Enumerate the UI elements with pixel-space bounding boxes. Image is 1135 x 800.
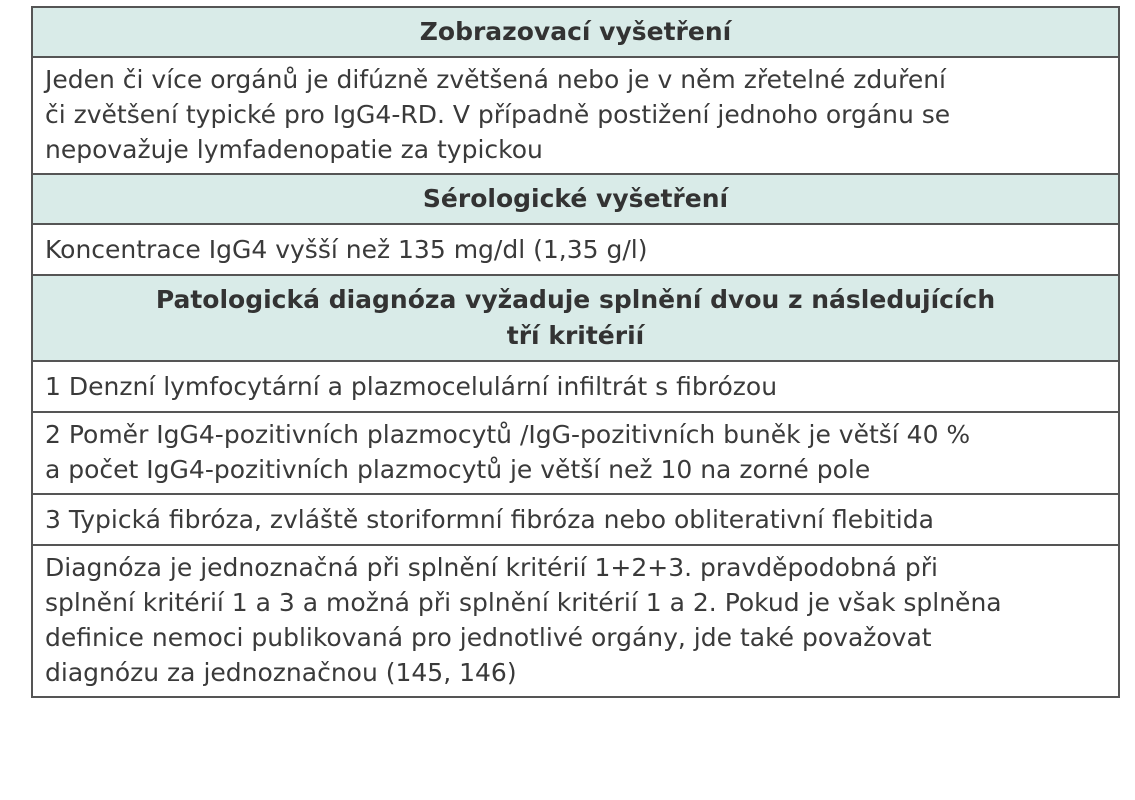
header-line: Zobrazovací vyšetření <box>419 17 732 46</box>
header-line: tří kritérií <box>506 321 645 350</box>
text-line: či zvětšení typické pro IgG4-RD. V případně postižení jednoho orgánu se <box>45 100 951 129</box>
text-line: Jeden či více orgánů je difúzně zvětšená nebo je v něm zřetelné zduření <box>45 65 947 94</box>
section-header-serology <box>33 173 1118 223</box>
imaging-criteria-cell <box>33 56 1118 173</box>
pathology-criterion-3 <box>33 493 1118 544</box>
pathology-criterion-2 <box>33 411 1118 493</box>
text-line: nepovažuje lymfadenopatie za typickou <box>45 135 543 164</box>
text-line: 1 Denzní lymfocytární a plazmocelulární infiltrát s fibrózou <box>45 372 778 401</box>
text-line: Diagnóza je jednoznačná při splnění kritérií 1+2+3. pravděpodobná při <box>45 553 938 582</box>
text-line: splnění kritérií 1 a 3 a možná při splnění kritérií 1 a 2. Pokud je však splněna <box>45 588 1002 617</box>
pathology-criterion-1 <box>33 360 1118 411</box>
text-line: Koncentrace IgG4 vyšší než 135 mg/dl (1,35 g/l) <box>45 235 648 264</box>
text-line: 3 Typická fibróza, zvláště storiformní fibróza nebo obliterativní flebitida <box>45 505 934 534</box>
text-line: 2 Poměr IgG4-pozitivních plazmocytů /IgG-pozitivních buněk je větší 40 % <box>45 420 971 449</box>
text-line: a počet IgG4-pozitivních plazmocytů je větší než 10 na zorné pole <box>45 455 871 484</box>
header-line: Patologická diagnóza vyžaduje splnění dvou z následujících <box>155 285 996 314</box>
section-header-pathology <box>33 274 1118 360</box>
header-line: Sérologické vyšetření <box>422 184 729 213</box>
text-line: diagnózu za jednoznačnou (145, 146) <box>45 658 517 687</box>
section-header-imaging <box>33 8 1118 56</box>
criteria-table <box>31 6 1120 698</box>
text-line: definice nemoci publikovaná pro jednotlivé orgány, jde také považovat <box>45 623 932 652</box>
diagnosis-summary-cell <box>33 544 1118 696</box>
serology-criteria-cell <box>33 223 1118 274</box>
